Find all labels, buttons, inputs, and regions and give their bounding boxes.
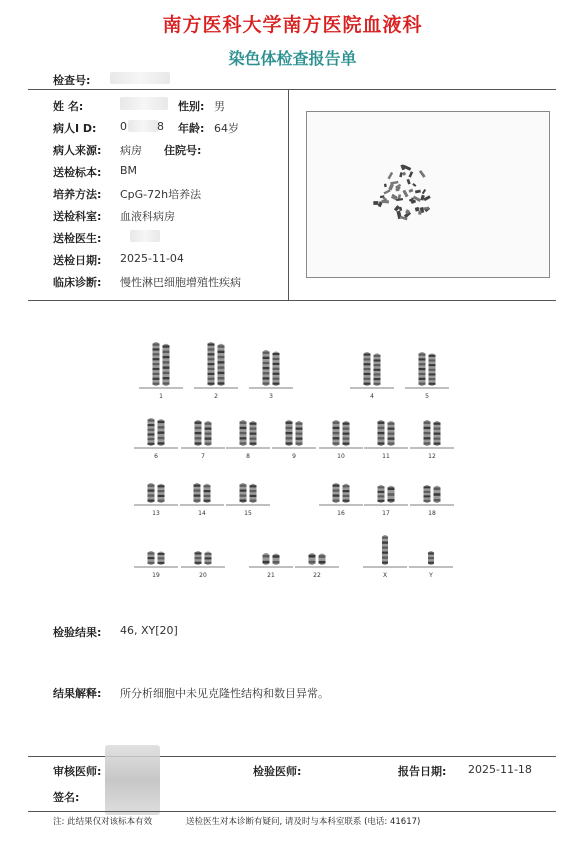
chromatid — [378, 420, 385, 446]
result-label: 检验结果: — [53, 626, 102, 639]
chromatid — [153, 342, 160, 386]
chromatid — [374, 353, 381, 386]
gender-value: 男 — [214, 100, 225, 113]
chromatid — [158, 419, 165, 446]
chromosome-label: 20 — [199, 572, 207, 579]
chromatid — [434, 486, 441, 503]
chromosome-pair — [410, 420, 454, 460]
source-label: 病人来源: — [53, 144, 102, 157]
chromatid — [419, 352, 426, 386]
chromatid — [378, 485, 385, 503]
doctor-label: 送检医生: — [53, 232, 102, 245]
specimen-value: BM — [120, 164, 138, 177]
chromatid — [343, 421, 350, 446]
chromosome-label: 10 — [337, 453, 345, 460]
chromatid — [333, 420, 340, 446]
tester-label: 检验医师: — [253, 765, 302, 778]
chromosome-pair — [181, 420, 225, 460]
chromosome-pair — [134, 551, 178, 579]
chromatid — [218, 344, 225, 386]
chromosome-pair — [350, 352, 394, 400]
diagnosis-label: 临床诊断: — [53, 276, 102, 289]
chromosome-pair — [319, 483, 363, 517]
chromosome-label: 17 — [382, 510, 390, 517]
interpretation-label: 结果解释: — [53, 687, 102, 700]
chromosome-label: 5 — [425, 393, 429, 400]
culture-value: CpG-72h培养法 — [120, 188, 202, 201]
chromatid — [296, 421, 303, 446]
chromatid — [148, 483, 155, 503]
date-value: 2025-11-04 — [120, 252, 184, 265]
chromosome-label: 7 — [201, 453, 205, 460]
chromatid — [429, 353, 436, 386]
age-label: 年龄: — [178, 122, 205, 135]
patient-id-suffix: 8 — [157, 120, 164, 133]
chromatid — [333, 483, 340, 503]
chromosome-label: X — [382, 572, 388, 579]
chromosome-pair — [226, 420, 270, 460]
chromatid — [428, 551, 434, 565]
chromatid — [250, 484, 257, 503]
chromatid — [194, 483, 201, 503]
chromosome-pair — [180, 483, 224, 517]
chromosome-label: 11 — [382, 453, 390, 460]
chromosome-pair — [295, 553, 339, 579]
chromosome-pair — [194, 342, 238, 400]
chromatid — [309, 553, 316, 565]
chromosome-pair — [249, 350, 293, 400]
chromatid — [263, 553, 270, 565]
chromosome-label: 8 — [246, 453, 250, 460]
sign-label: 签名: — [53, 791, 80, 804]
chromosome-label: 3 — [269, 393, 273, 400]
chromatid — [273, 553, 280, 565]
chromatid — [195, 551, 202, 565]
chromatid — [205, 421, 212, 446]
chromosome-pair — [272, 420, 316, 460]
interpretation-value: 所分析细胞中未见克隆性结构和数目异常。 — [120, 687, 329, 700]
specimen-label: 送检标本: — [53, 166, 102, 179]
report-date-value: 2025-11-18 — [468, 763, 532, 776]
diagnosis-value: 慢性淋巴细胞增殖性疾病 — [120, 276, 241, 289]
chromatid — [163, 344, 170, 386]
chromosome-label: 19 — [152, 572, 160, 579]
patient-id-label: 病人I D: — [53, 122, 97, 135]
chromosome-pair — [226, 483, 270, 517]
chromatid — [388, 486, 395, 503]
chromatid — [364, 352, 371, 386]
chromatid — [158, 552, 165, 565]
chromatid — [273, 351, 280, 386]
chromatid — [343, 484, 350, 503]
chromosome-pair — [363, 535, 407, 579]
gender-label: 性别: — [178, 100, 205, 113]
chromatid — [208, 342, 215, 386]
chromosome-pair — [405, 352, 449, 400]
chromatid — [382, 535, 388, 565]
chromatid — [424, 485, 431, 503]
chromatid — [204, 484, 211, 503]
chromosome-label: 12 — [428, 453, 436, 460]
chromosome-label: 13 — [152, 510, 160, 517]
chromosome-label: 21 — [267, 572, 275, 579]
chromatid — [205, 552, 212, 565]
dept-label: 送检科室: — [53, 210, 102, 223]
chromosome-pair — [181, 551, 225, 579]
chromosome-label: 22 — [313, 572, 321, 579]
report-date-label: 报告日期: — [398, 765, 447, 778]
chromosome-pair — [364, 420, 408, 460]
chromosome-pair — [410, 485, 454, 517]
report-title: 染色体检查报告单 — [228, 49, 357, 68]
hospital-title: 南方医科大学南方医院血液科 — [162, 14, 423, 36]
bed-label: 住院号: — [164, 144, 202, 157]
chromatid — [240, 483, 247, 503]
chromatid — [434, 421, 441, 446]
chromosome-label: 15 — [244, 510, 252, 517]
chromatid — [240, 420, 247, 446]
exam-no-label: 检查号: — [53, 74, 91, 87]
chromatid — [158, 484, 165, 503]
chromosome-pair — [134, 418, 178, 460]
reviewer-label: 审核医师: — [53, 765, 102, 778]
divider-footer — [28, 811, 556, 812]
chromatid — [250, 421, 257, 446]
source-value: 病房 — [120, 144, 142, 157]
chromatid — [388, 421, 395, 446]
chromosome-pair — [319, 420, 363, 460]
chromosome-label: 6 — [154, 453, 158, 460]
chromosome-label: 9 — [292, 453, 296, 460]
chromatid — [263, 350, 270, 386]
chromosome-pair — [364, 485, 408, 517]
chromosome-pair — [409, 551, 453, 579]
age-value: 64岁 — [214, 122, 239, 135]
chromosome-label: 1 — [159, 393, 163, 400]
chromatid — [319, 553, 326, 565]
footnote-right: 送检医生对本诊断有疑问, 请及时与本科室联系 (电话: 41617) — [186, 817, 421, 827]
chromatid — [424, 420, 431, 446]
chromosome-label: 4 — [370, 393, 374, 400]
chromosome-label: 14 — [198, 510, 206, 517]
chromosome-pair — [139, 342, 183, 400]
chromatid — [286, 420, 293, 446]
chromosome-pair — [249, 553, 293, 579]
date-label: 送检日期: — [53, 254, 102, 267]
culture-label: 培养方法: — [53, 188, 102, 201]
chromosome-label: Y — [429, 572, 433, 579]
chromatid — [148, 551, 155, 565]
chromosome-pair — [134, 483, 178, 517]
result-value: 46, XY[20] — [120, 624, 178, 637]
signature-redacted — [105, 745, 160, 815]
name-label: 姓 名: — [53, 100, 84, 113]
chromatid — [195, 420, 202, 446]
footnote-left: 注: 此结果仅对该标本有效 — [53, 817, 153, 827]
chromosome-label: 2 — [214, 393, 218, 400]
patient-id-value: 0 — [120, 120, 127, 133]
chromatid — [148, 418, 155, 446]
chromosome-label: 16 — [337, 510, 345, 517]
dept-value: 血液科病房 — [120, 210, 175, 223]
chromosome-label: 18 — [428, 510, 436, 517]
